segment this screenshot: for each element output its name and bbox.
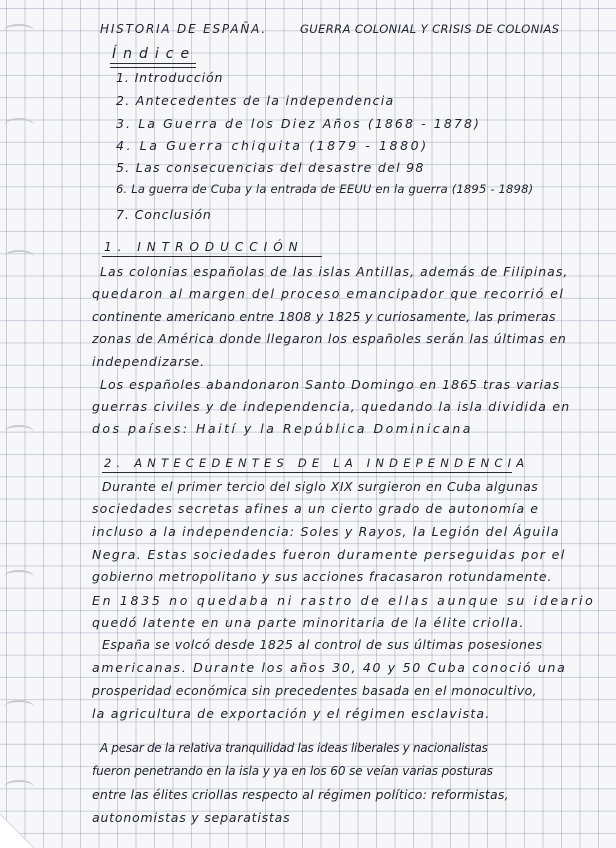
paragraph-line: fueron penetrando en la isla y ya en los 60 se veían varias posturas	[92, 764, 493, 778]
paragraph-line: la agricultura de exportación y el régimen esclavista.	[92, 706, 491, 721]
index-title: Índice	[112, 46, 197, 62]
paragraph-line: independizarse.	[92, 354, 206, 369]
index-item: 3. La Guerra de los Diez Años (1868 - 1878)	[116, 116, 481, 131]
paragraph-line: gobierno metropolitano y sus acciones fracasaron rotundamente.	[92, 569, 553, 584]
paragraph-line: España se volcó desde 1825 al control de sus últimas posesiones	[102, 637, 543, 652]
paragraph-line: A pesar de la relativa tranquilidad las ideas liberales y nacionalistas	[100, 741, 488, 755]
paragraph-line: dos países: Haití y la República Dominicana	[92, 421, 473, 436]
section-heading: 1. INTRODUCCIÓN	[104, 240, 304, 254]
paragraph-line: En 1835 no quedaba ni rastro de ellas aunque su ideario	[92, 593, 596, 608]
paragraph-line: Negra. Estas sociedades fueron duramente perseguidas por el	[92, 547, 566, 562]
binder-hole	[4, 425, 34, 439]
paragraph-line: entre las élites criollas respecto al régimen político: reformistas,	[92, 787, 509, 802]
paragraph-line: quedaron al margen del proceso emancipador que recorrió el	[92, 286, 565, 301]
paragraph-line: Los españoles abandonaron Santo Domingo en 1865 tras varias	[100, 377, 560, 392]
paragraph-line: quedó latente en una parte minoritaria de la élite criolla.	[92, 615, 525, 630]
index-title-underline	[110, 63, 196, 64]
header-left: HISTORIA DE ESPAÑA.	[100, 22, 267, 36]
index-item: 1. Introducción	[116, 70, 224, 85]
paragraph-line: incluso a la independencia: Soles y Rayos, la Legión del Águila	[92, 524, 560, 539]
index-item: 7. Conclusión	[116, 207, 212, 222]
binder-hole	[4, 118, 34, 132]
index-item: 2. Antecedentes de la independencia	[116, 93, 395, 108]
paragraph-line: continente americano entre 1808 y 1825 y curiosamente, las primeras	[92, 309, 556, 324]
header-right: GUERRA COLONIAL Y CRISIS DE COLONIAS	[300, 22, 560, 36]
binder-hole	[4, 250, 34, 264]
paragraph-line: americanas. Durante los años 30, 40 y 50 Cuba conoció una	[92, 660, 567, 675]
binder-hole	[4, 570, 34, 584]
index-title-underline-2	[110, 67, 196, 68]
section-heading: 2. ANTECEDENTES DE LA INDEPENDENCIA	[104, 456, 530, 470]
paragraph-line: sociedades secretas afines a un cierto grado de autonomía e	[92, 501, 540, 516]
section-heading-underline	[102, 472, 512, 473]
paragraph-line: prosperidad económica sin precedentes basada en el monocultivo,	[92, 683, 538, 698]
paragraph-line: zonas de América donde llegaron los españoles serán las últimas en	[92, 331, 567, 346]
paragraph-line: Durante el primer tercio del siglo XIX surgieron en Cuba algunas	[102, 479, 539, 494]
paragraph-line: autonomistas y separatistas	[92, 810, 291, 825]
index-item: 6. La guerra de Cuba y la entrada de EEUU en la guerra (1895 - 1898)	[116, 182, 534, 196]
index-item: 4. La Guerra chiquita (1879 - 1880)	[116, 138, 429, 153]
section-heading-underline	[102, 256, 322, 257]
folded-corner	[0, 814, 34, 848]
binder-hole	[4, 700, 34, 714]
binder-hole	[4, 24, 34, 38]
paragraph-line: guerras civiles y de independencia, quedando la isla dividida en	[92, 399, 571, 414]
binder-hole	[4, 780, 34, 794]
index-item: 5. Las consecuencias del desastre del 98	[116, 160, 425, 175]
paragraph-line: Las colonias españolas de las islas Antillas, además de Filipinas,	[100, 264, 569, 279]
